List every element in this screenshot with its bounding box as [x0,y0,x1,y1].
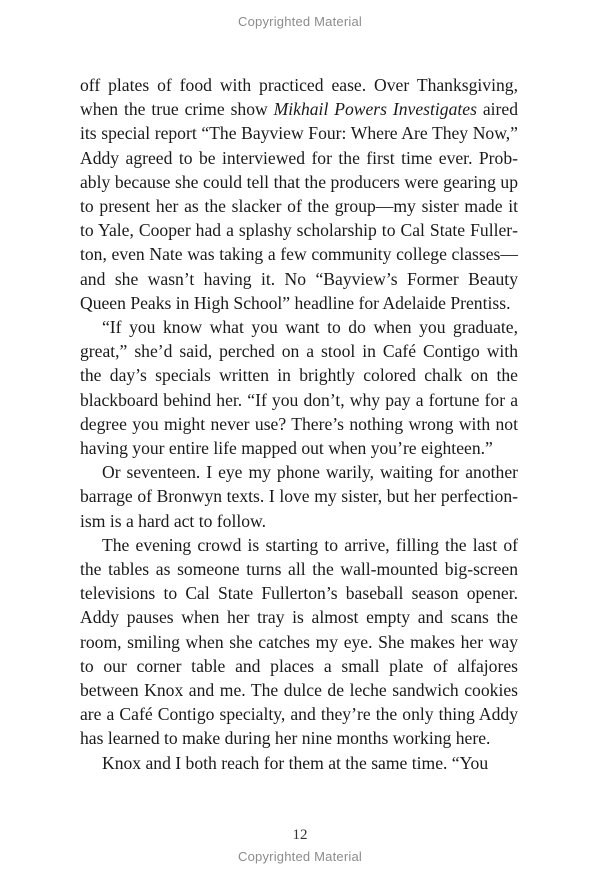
copyright-watermark-bottom: Copyrighted Material [238,849,362,864]
paragraph-2 [80,315,518,460]
paragraph-3 [80,460,518,533]
text-segment: off plates of food with practiced ease. Over Thanksgiving, when the true crime show [80,75,518,120]
copyright-watermark-top: Copyrighted Material [238,14,362,29]
paragraph-5 [80,751,518,775]
page-number: 12 [292,827,308,843]
text-segment: Or seventeen. I eye my phone warily, waiting for another barrage of Bronwyn texts. I love my sister, but her perfectionism is a hard act to follow. [80,462,518,531]
paragraph-4 [80,533,518,751]
text-segment: “If you know what you want to do when you graduate, great,” she’d said, perched on a stool in Café Contigo with the day’s specials written in brightly colored chalk on the blackboard behind her. “If you don’t, why pay a fortune for a degree you might never use? There’s nothing wrong with not having your entire life mapped out when you’re eighteen.” [80,317,518,459]
text-segment: The evening crowd is starting to arrive, filling the last of the tables as someone turns all the wall-mounted big-screen televisions to Cal State Fullerton’s baseball season opener. Addy pauses when her tray is almost empty and scans the room, smiling when she catches my eye. She makes her way to our corner table and places a small plate of alfajores between Knox and me. The dulce de leche sandwich cookies are a Café Contigo specialty, and they’re the only thing Addy has learned to make during her nine months working here. [80,534,518,749]
body-text [80,73,518,775]
text-segment: Knox and I both reach for them at the same time. “You [102,752,489,773]
paragraph-1 [80,73,518,315]
show-title-italic: Mikhail Powers Investigates [273,99,477,120]
text-segment: aired its special report “The Bayview Four: Where Are They Now,” Addy agreed to be interviewed for the first time ever. Probably because she could tell that the producers were gearing up to present her as the slacker of the group—my sister made it to Yale, Cooper had a splashy scholarship to Cal State Fullerton, even Nate was taking a few community college classes—and she wasn’t having it. No “Bayview’s Former Beauty Queen Peaks in High School” headline for Adelaide Prentiss. [80,99,518,313]
